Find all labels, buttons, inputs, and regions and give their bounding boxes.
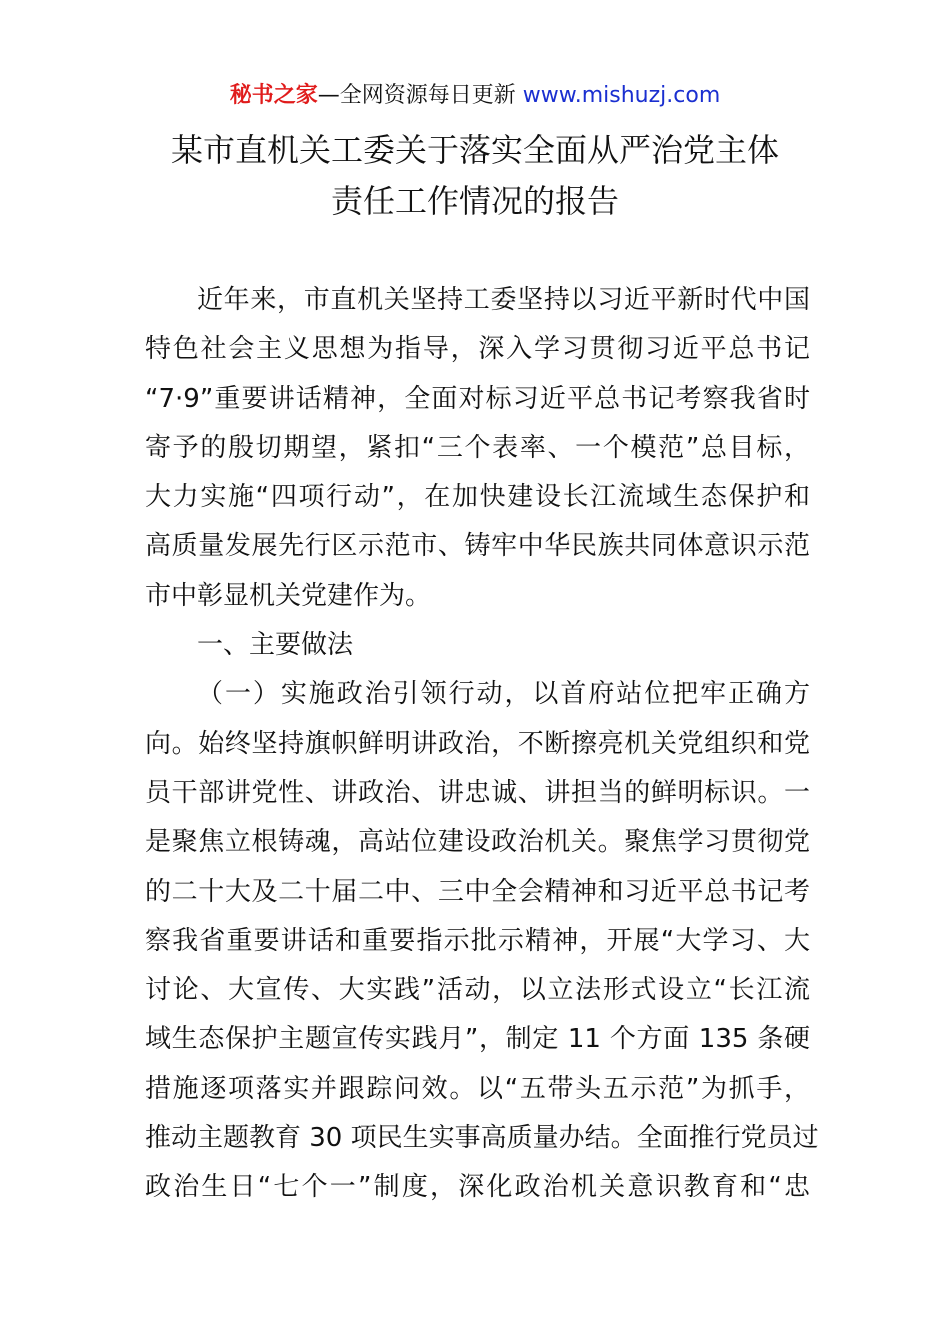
paragraph-line: 政治生日“七个一”制度，深化政治机关意识教育和“忠 [145, 1172, 810, 1203]
paragraph-line: 措施逐项落实并跟踪问效。以“五带头五示范”为抓手， [145, 1073, 810, 1104]
paragraph-line: 市中彰显机关党建作为。 [145, 580, 432, 611]
paragraph-line: 推动主题教育 30 项民生实事高质量办结。全面推行党员过 [145, 1123, 819, 1154]
paragraph-line: 特色社会主义思想为指导，深入学习贯彻习近平总书记 [145, 334, 810, 365]
paragraph-line: 的二十大及二十届二中、三中全会精神和习近平总书记考 [145, 876, 810, 907]
document-body [145, 276, 819, 1213]
paragraph-line: 域生态保护主题宣传实践月”，制定 11 个方面 135 条硬 [145, 1024, 810, 1055]
banner-tagline: —全网资源每日更新 [317, 83, 516, 108]
paragraph-line: 向。始终坚持旗帜鲜明讲政治，不断擦亮机关党组织和党 [145, 728, 810, 759]
subsection-heading-line: （一）实施政治引领行动，以首府站位把牢正确方 [197, 679, 810, 710]
brand-name: 秘书之家 [229, 83, 318, 108]
document-title-line-1: 某市直机关工委关于落实全面从严治党主体 [170, 131, 779, 169]
paragraph-line: 寄予的殷切期望，紧扣“三个表率、一个模范”总目标， [145, 432, 810, 463]
paragraph-line: 员干部讲党性、讲政治、讲忠诚、讲担当的鲜明标识。一 [145, 777, 810, 808]
site-url-link[interactable]: www.mishuzj.com [522, 83, 721, 108]
paragraph-line: 近年来，市直机关坚持工委坚持以习近平新时代中国 [197, 285, 810, 315]
section-heading: 一、主要做法 [197, 630, 354, 661]
paragraph-line: “7·9”重要讲话精神，全面对标习近平总书记考察我省时 [145, 383, 810, 414]
paragraph-line: 高质量发展先行区示范市、铸牢中华民族共同体意识示范 [145, 531, 810, 562]
document-title-line-2: 责任工作情况的报告 [330, 182, 619, 220]
paragraph-line: 大力实施“四项行动”，在加快建设长江流域生态保护和 [145, 482, 810, 513]
paragraph-line: 察我省重要讲话和重要指示批示精神，开展“大学习、大 [145, 925, 810, 956]
paragraph-line: 讨论、大宣传、大实践”活动，以立法形式设立“长江流 [145, 975, 810, 1006]
paragraph-line: 是聚焦立根铸魂，高站位建设政治机关。聚焦学习贯彻党 [145, 827, 810, 858]
site-banner [0, 80, 950, 112]
